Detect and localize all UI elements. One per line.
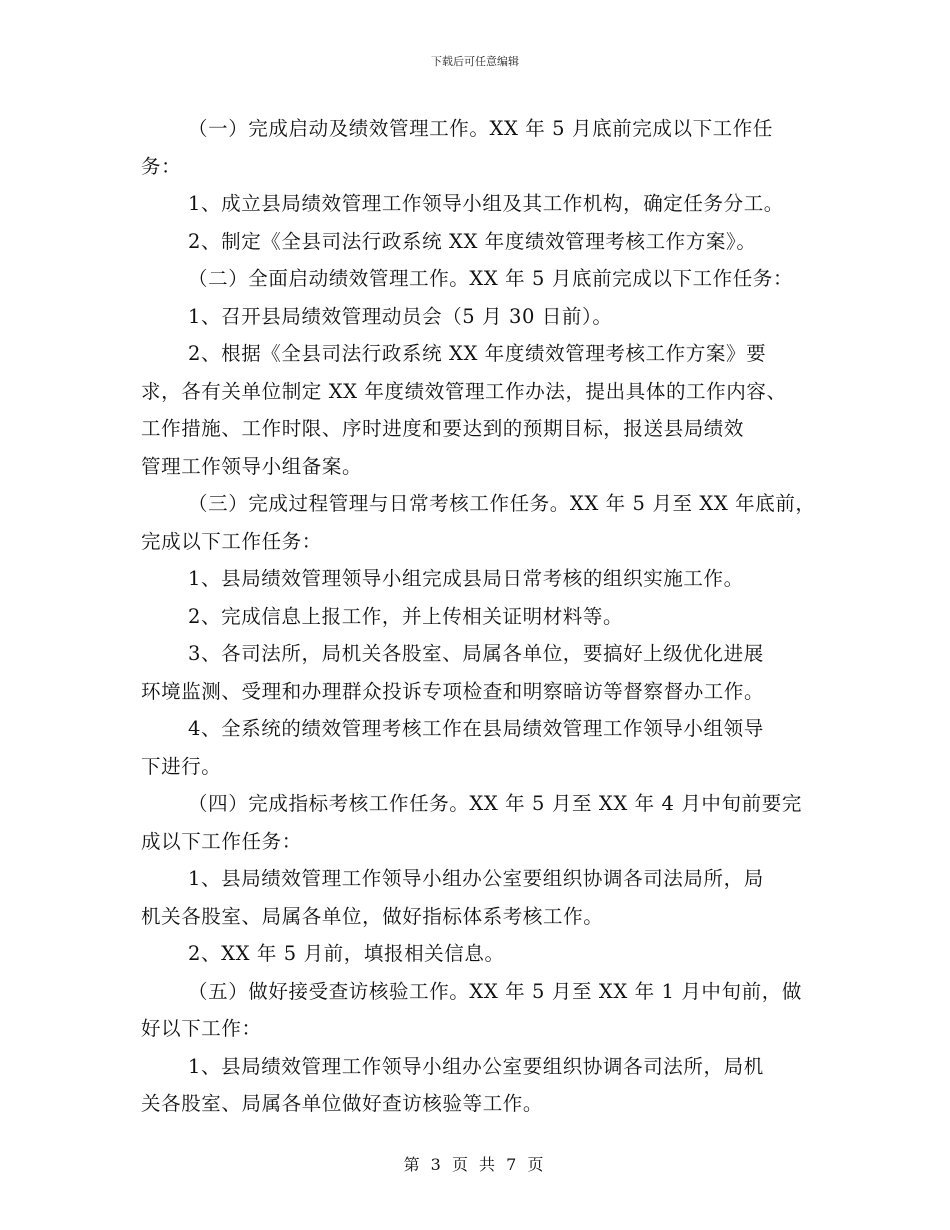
paragraph-line: 2、完成信息上报工作，并上传相关证明材料等。 [188,604,624,628]
paragraph-line: 环境监测、受理和办理群众投诉专项检查和明察暗访等督察督办工作。 [141,679,765,703]
paragraph-line: （四）完成指标考核工作任务。XX 年 5 月至 XX 年 4 月中旬前要完 [188,792,802,815]
paragraph-line: （一）完成启动及绩效管理工作。XX 年 5 月底前完成以下工作任 [188,117,773,140]
paragraph-line: （五）做好接受查访核验工作。XX 年 5 月至 XX 年 1 月中旬前，做 [188,979,802,1003]
page-footer: 第 3 页 共 7 页 [403,1155,547,1174]
paragraph-line: 1、县局绩效管理工作领导小组办公室要组织协调各司法所，局机 [188,1054,764,1078]
paragraph-line: 3、各司法所，局机关各股室、局属各单位，要搞好上级优化进展 [188,642,764,665]
paragraph-line: （二）全面启动绩效管理工作。XX 年 5 月底前完成以下工作任务： [188,267,794,290]
paragraph-line: 成以下工作任务： [141,829,302,853]
paragraph-line: 关各股室、局属各单位做好查访核验等工作。 [141,1092,544,1115]
paragraph-line: 务： [141,154,182,178]
paragraph-line: 工作措施、工作时限、序时进度和要达到的预期目标，报送县局绩效 [141,417,745,440]
paragraph-line: 1、县局绩效管理领导小组完成县局日常考核的组织实施工作。 [188,567,744,590]
paragraph-line: 下进行。 [141,754,222,778]
paragraph-line: 2、制定《全县司法行政系统 XX 年度绩效管理考核工作方案》。 [188,229,757,253]
paragraph-line: 1、召开县局绩效管理动员会（5 月 30 日前）。 [188,304,613,328]
paragraph-line: 完成以下工作任务： [141,529,322,553]
paragraph-line: 1、县局绩效管理工作领导小组办公室要组织协调各司法局所，局 [188,867,764,890]
paragraph-line: （三）完成过程管理与日常考核工作任务。XX 年 5 月至 XX 年底前， [188,492,816,515]
paragraph-line: 好以下工作： [141,1017,262,1040]
document-body [141,110,821,1123]
page-header: 下载后可任意编辑 [431,55,519,68]
paragraph-line: 2、根据《全县司法行政系统 XX 年度绩效管理考核工作方案》要 [188,342,767,365]
paragraph-line: 1、成立县局绩效管理工作领导小组及其工作机构，确定任务分工。 [188,192,784,215]
paragraph-line: 4、全系统的绩效管理考核工作在县局绩效管理工作领导小组领导 [188,717,764,740]
paragraph-line: 机关各股室、局属各单位，做好指标体系考核工作。 [141,904,604,928]
paragraph-line: 管理工作领导小组备案。 [141,454,363,478]
paragraph-line: 2、XX 年 5 月前，填报相关信息。 [188,942,505,965]
paragraph-line: 求，各有关单位制定 XX 年度绩效管理工作办法，提出具体的工作内容、 [141,379,787,403]
